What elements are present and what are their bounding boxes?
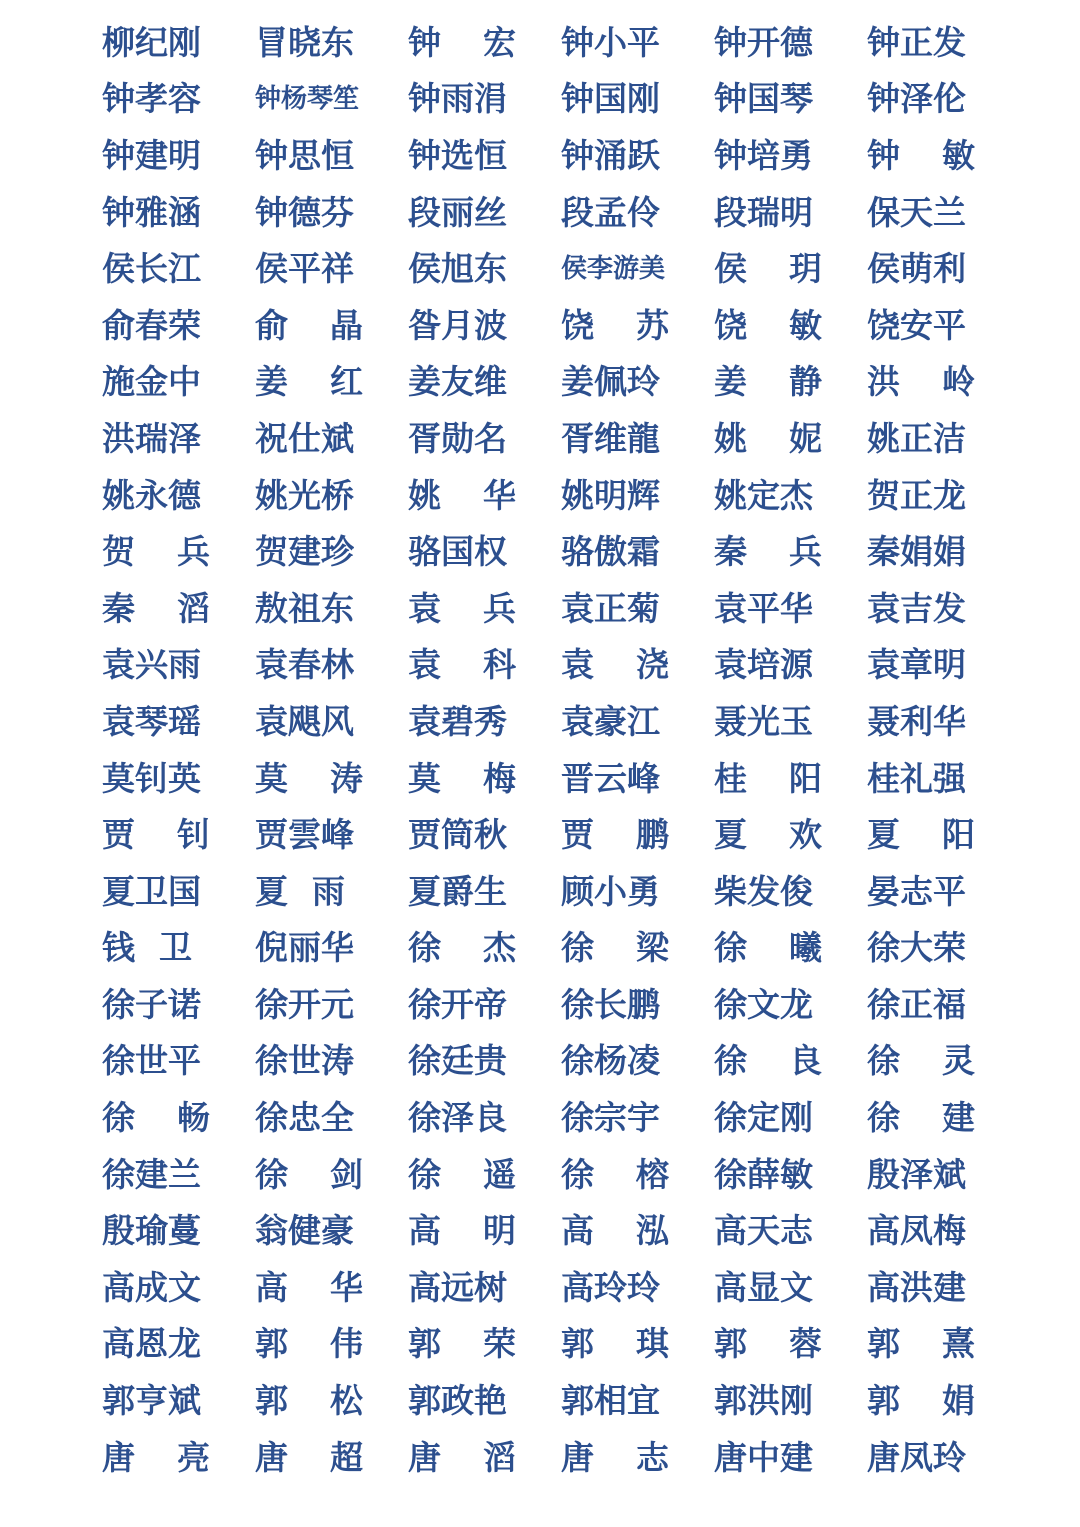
name-char: 华 — [330, 1267, 363, 1307]
name-char: 梁 — [636, 928, 669, 968]
name-char: 琪 — [636, 1324, 669, 1364]
name-cell: 骆傲霜 — [561, 532, 660, 572]
name-cell: 侯平祥 — [255, 249, 354, 289]
name-cell: 夏卫国 — [102, 871, 201, 911]
name-char: 贾 — [561, 815, 594, 855]
name-cell: 徐开元 — [255, 984, 354, 1024]
name-char: 卫 — [159, 928, 192, 968]
name-cell: 钟孝容 — [102, 79, 201, 119]
name-char: 钊 — [177, 815, 210, 855]
name-char: 侯 — [714, 249, 747, 289]
name-char: 夏 — [255, 871, 288, 911]
name-cell: 桂礼强 — [867, 758, 966, 798]
name-cell — [255, 1314, 363, 1371]
name-char: 郭 — [561, 1324, 594, 1364]
name-cell — [561, 1200, 669, 1257]
name-cell: 袁琴瑶 — [102, 701, 201, 741]
name-char: 华 — [483, 475, 516, 515]
name-cell: 徐廷贵 — [408, 1041, 507, 1081]
name-cell — [867, 1314, 975, 1371]
name-cell — [867, 1031, 975, 1088]
name-char: 滔 — [483, 1437, 516, 1477]
name-cell: 袁章明 — [867, 645, 966, 685]
name-char: 唐 — [102, 1437, 135, 1477]
name-cell: 唐中建 — [714, 1437, 813, 1477]
name-cell — [561, 918, 669, 975]
name-char: 唐 — [561, 1437, 594, 1477]
name-cell: 殷泽斌 — [867, 1154, 966, 1194]
name-char: 徐 — [255, 1154, 288, 1194]
name-cell: 骆国权 — [408, 532, 507, 572]
name-char: 姜 — [714, 362, 747, 402]
name-cell — [255, 748, 363, 805]
name-cell: 钟培勇 — [714, 135, 813, 175]
name-cell — [102, 804, 210, 861]
name-char: 宏 — [483, 22, 516, 62]
name-char: 鹏 — [636, 815, 669, 855]
name-char: 杰 — [483, 928, 516, 968]
name-char: 秦 — [102, 588, 135, 628]
name-cell — [867, 1370, 975, 1427]
name-cell — [102, 1427, 210, 1484]
name-cell — [255, 1370, 363, 1427]
name-cell: 昝月波 — [408, 305, 507, 345]
name-cell — [561, 804, 669, 861]
name-cell: 袁豪江 — [561, 701, 660, 741]
name-cell: 徐泽良 — [408, 1098, 507, 1138]
name-char: 松 — [330, 1381, 363, 1421]
name-cell — [714, 748, 822, 805]
name-cell: 徐杨凌 — [561, 1041, 660, 1081]
name-char: 岭 — [942, 362, 975, 402]
name-char: 伟 — [330, 1324, 363, 1364]
name-char: 莫 — [255, 758, 288, 798]
name-cell: 敖祖东 — [255, 588, 354, 628]
name-cell: 倪丽华 — [255, 928, 354, 968]
name-cell: 徐开帝 — [408, 984, 507, 1024]
name-cell: 徐忠全 — [255, 1098, 354, 1138]
name-cell — [714, 1031, 822, 1088]
name-cell: 姜友维 — [408, 362, 507, 402]
name-char: 唐 — [255, 1437, 288, 1477]
name-cell: 贺正龙 — [867, 475, 966, 515]
name-char: 敏 — [942, 135, 975, 175]
name-cell: 殷瑜蔓 — [102, 1211, 201, 1251]
name-char: 曦 — [789, 928, 822, 968]
name-char: 熹 — [942, 1324, 975, 1364]
name-cell — [255, 352, 363, 409]
name-cell: 钟建明 — [102, 135, 201, 175]
name-cell — [408, 1427, 516, 1484]
name-cell — [867, 352, 975, 409]
name-cell: 钟雨涓 — [408, 79, 507, 119]
name-cell — [714, 408, 822, 465]
name-char: 超 — [330, 1437, 363, 1477]
name-char: 贾 — [102, 815, 135, 855]
name-char: 徐 — [561, 1154, 594, 1194]
name-char: 徐 — [867, 1041, 900, 1081]
name-cell: 冒晓东 — [255, 22, 354, 62]
name-char: 畅 — [177, 1098, 210, 1138]
name-cell — [867, 804, 975, 861]
name-cell: 徐长鹏 — [561, 984, 660, 1024]
name-cell: 姚正洁 — [867, 418, 966, 458]
name-char: 徐 — [408, 1154, 441, 1194]
name-cell: 姜佩玲 — [561, 362, 660, 402]
name-char: 夏 — [714, 815, 747, 855]
name-cell: 胥维龍 — [561, 418, 660, 458]
name-char: 灵 — [942, 1041, 975, 1081]
name-char: 高 — [408, 1211, 441, 1251]
name-char: 唐 — [408, 1437, 441, 1477]
name-cell: 钟杨琴笙 — [255, 84, 360, 115]
name-cell: 唐凤玲 — [867, 1437, 966, 1477]
name-cell — [408, 12, 516, 69]
name-cell: 段孟伶 — [561, 192, 660, 232]
name-cell: 钟泽伦 — [867, 79, 966, 119]
name-char: 郭 — [408, 1324, 441, 1364]
name-cell: 秦娟娟 — [867, 532, 966, 572]
name-cell — [255, 1144, 363, 1201]
name-char: 明 — [483, 1211, 516, 1251]
name-cell: 袁吉发 — [867, 588, 966, 628]
name-char: 俞 — [255, 305, 288, 345]
name-cell: 晋云峰 — [561, 758, 660, 798]
name-cell — [408, 1314, 516, 1371]
name-cell: 郭亨斌 — [102, 1381, 201, 1421]
name-char: 亮 — [177, 1437, 210, 1477]
name-cell — [255, 861, 345, 918]
name-char: 高 — [561, 1211, 594, 1251]
name-cell: 钟涌跃 — [561, 135, 660, 175]
name-cell: 袁平华 — [714, 588, 813, 628]
name-cell: 钟小平 — [561, 22, 660, 62]
name-char: 徐 — [561, 928, 594, 968]
name-cell: 侯李游美 — [561, 254, 666, 285]
name-cell: 袁春林 — [255, 645, 354, 685]
name-char: 欢 — [789, 815, 822, 855]
name-cell: 徐子诺 — [102, 984, 201, 1024]
name-char: 敏 — [789, 305, 822, 345]
name-cell: 郭洪刚 — [714, 1381, 813, 1421]
name-char: 涛 — [330, 758, 363, 798]
name-cell: 袁正菊 — [561, 588, 660, 628]
name-cell — [102, 918, 192, 975]
name-char: 徐 — [102, 1098, 135, 1138]
name-cell: 洪瑞泽 — [102, 418, 201, 458]
name-char: 兵 — [789, 532, 822, 572]
name-char: 苏 — [636, 305, 669, 345]
name-char: 蓉 — [789, 1324, 822, 1364]
name-cell — [867, 1087, 975, 1144]
name-cell: 贾雲峰 — [255, 815, 354, 855]
name-char: 贺 — [102, 532, 135, 572]
name-char: 饶 — [561, 305, 594, 345]
name-cell: 姚定杰 — [714, 475, 813, 515]
name-cell: 徐薛敏 — [714, 1154, 813, 1194]
name-cell: 聂光玉 — [714, 701, 813, 741]
name-char: 桂 — [714, 758, 747, 798]
name-cell: 高玲玲 — [561, 1267, 660, 1307]
name-cell: 徐世涛 — [255, 1041, 354, 1081]
name-cell: 徐建兰 — [102, 1154, 201, 1194]
name-cell: 侯旭东 — [408, 249, 507, 289]
name-char: 阳 — [789, 758, 822, 798]
name-cell — [561, 1314, 669, 1371]
name-cell: 柳纪刚 — [102, 22, 201, 62]
name-cell: 高远树 — [408, 1267, 507, 1307]
name-char: 袁 — [408, 645, 441, 685]
name-char: 建 — [942, 1098, 975, 1138]
name-cell — [867, 125, 975, 182]
name-cell — [408, 918, 516, 975]
name-char: 郭 — [255, 1324, 288, 1364]
name-char: 剑 — [330, 1154, 363, 1194]
name-char: 洪 — [867, 362, 900, 402]
name-cell: 翁健豪 — [255, 1211, 354, 1251]
name-cell: 钟国刚 — [561, 79, 660, 119]
name-cell: 钟德芬 — [255, 192, 354, 232]
name-cell: 贺建珍 — [255, 532, 354, 572]
name-cell: 顾小勇 — [561, 871, 660, 911]
name-char: 妮 — [789, 418, 822, 458]
name-cell: 俞春荣 — [102, 305, 201, 345]
name-cell: 徐正福 — [867, 984, 966, 1024]
name-char: 徐 — [714, 928, 747, 968]
name-cell: 段丽丝 — [408, 192, 507, 232]
name-cell: 高显文 — [714, 1267, 813, 1307]
name-cell — [102, 1087, 210, 1144]
name-cell: 高洪建 — [867, 1267, 966, 1307]
name-cell: 郭政艳 — [408, 1381, 507, 1421]
name-cell — [408, 1144, 516, 1201]
name-cell: 徐大荣 — [867, 928, 966, 968]
name-char: 郭 — [867, 1324, 900, 1364]
name-cell: 袁碧秀 — [408, 701, 507, 741]
name-cell: 柴发俊 — [714, 871, 813, 911]
name-char: 兵 — [483, 588, 516, 628]
name-cell: 钟雅涵 — [102, 192, 201, 232]
name-char: 红 — [330, 362, 363, 402]
name-char: 徐 — [408, 928, 441, 968]
name-char: 晶 — [330, 305, 363, 345]
name-cell: 侯长江 — [102, 249, 201, 289]
name-cell — [102, 521, 210, 578]
name-char: 莫 — [408, 758, 441, 798]
name-cell: 段瑞明 — [714, 192, 813, 232]
name-cell: 聂利华 — [867, 701, 966, 741]
name-char: 郭 — [255, 1381, 288, 1421]
name-cell: 高恩龙 — [102, 1324, 201, 1364]
name-char: 科 — [483, 645, 516, 685]
name-cell: 施金中 — [102, 362, 201, 402]
name-cell: 饶安平 — [867, 305, 966, 345]
name-cell — [408, 578, 516, 635]
name-char: 袁 — [561, 645, 594, 685]
name-char: 榕 — [636, 1154, 669, 1194]
name-cell: 钟正发 — [867, 22, 966, 62]
name-cell — [561, 295, 669, 352]
name-char: 遥 — [483, 1154, 516, 1194]
name-cell — [714, 295, 822, 352]
name-char: 郭 — [867, 1381, 900, 1421]
name-char: 滔 — [177, 588, 210, 628]
name-cell: 莫钊英 — [102, 758, 201, 798]
name-char: 静 — [789, 362, 822, 402]
name-list-grid — [102, 12, 982, 1483]
name-cell: 保天兰 — [867, 192, 966, 232]
name-char: 姚 — [408, 475, 441, 515]
name-char: 娟 — [942, 1381, 975, 1421]
name-cell: 姚明辉 — [561, 475, 660, 515]
name-cell — [255, 1427, 363, 1484]
name-cell — [408, 748, 516, 805]
name-char: 钟 — [867, 135, 900, 175]
name-char: 徐 — [867, 1098, 900, 1138]
name-cell: 夏爵生 — [408, 871, 507, 911]
name-cell — [408, 465, 516, 522]
name-char: 阳 — [942, 815, 975, 855]
name-cell — [561, 1144, 669, 1201]
name-char: 饶 — [714, 305, 747, 345]
name-char: 姚 — [714, 418, 747, 458]
name-char: 钱 — [102, 928, 135, 968]
name-cell: 钟思恒 — [255, 135, 354, 175]
name-char: 浇 — [636, 645, 669, 685]
name-cell — [408, 635, 516, 692]
name-cell: 侯萌利 — [867, 249, 966, 289]
name-cell: 郭相宜 — [561, 1381, 660, 1421]
name-char: 雨 — [312, 871, 345, 911]
name-cell — [255, 295, 363, 352]
name-cell — [714, 352, 822, 409]
name-cell — [561, 635, 669, 692]
name-cell — [255, 1257, 363, 1314]
name-cell — [561, 1427, 669, 1484]
name-char: 秦 — [714, 532, 747, 572]
name-cell: 高成文 — [102, 1267, 201, 1307]
name-char: 兵 — [177, 532, 210, 572]
name-cell: 姚光桥 — [255, 475, 354, 515]
name-char: 夏 — [867, 815, 900, 855]
name-char: 郭 — [714, 1324, 747, 1364]
name-cell: 钟开德 — [714, 22, 813, 62]
name-cell: 晏志平 — [867, 871, 966, 911]
name-char: 梅 — [483, 758, 516, 798]
name-char: 玥 — [789, 249, 822, 289]
name-cell: 高凤梅 — [867, 1211, 966, 1251]
name-char: 姜 — [255, 362, 288, 402]
name-char: 泓 — [636, 1211, 669, 1251]
name-cell: 钟国琴 — [714, 79, 813, 119]
name-cell — [714, 521, 822, 578]
name-cell — [408, 1200, 516, 1257]
name-cell: 徐世平 — [102, 1041, 201, 1081]
name-char: 志 — [636, 1437, 669, 1477]
name-cell: 胥勋名 — [408, 418, 507, 458]
name-char: 袁 — [408, 588, 441, 628]
name-cell: 高天志 — [714, 1211, 813, 1251]
name-cell — [714, 1314, 822, 1371]
name-cell: 袁培源 — [714, 645, 813, 685]
name-char: 荣 — [483, 1324, 516, 1364]
name-cell: 徐定刚 — [714, 1098, 813, 1138]
name-cell — [102, 578, 210, 635]
name-char: 高 — [255, 1267, 288, 1307]
name-cell: 袁兴雨 — [102, 645, 201, 685]
name-cell: 祝仕斌 — [255, 418, 354, 458]
name-cell — [714, 918, 822, 975]
name-cell: 徐宗宇 — [561, 1098, 660, 1138]
name-cell: 袁飓风 — [255, 701, 354, 741]
name-char: 良 — [789, 1041, 822, 1081]
name-cell: 钟选恒 — [408, 135, 507, 175]
name-cell: 贾筒秋 — [408, 815, 507, 855]
name-char: 徐 — [714, 1041, 747, 1081]
name-cell: 姚永德 — [102, 475, 201, 515]
name-char: 钟 — [408, 22, 441, 62]
name-cell — [714, 804, 822, 861]
name-cell: 徐文龙 — [714, 984, 813, 1024]
name-cell — [714, 238, 822, 295]
